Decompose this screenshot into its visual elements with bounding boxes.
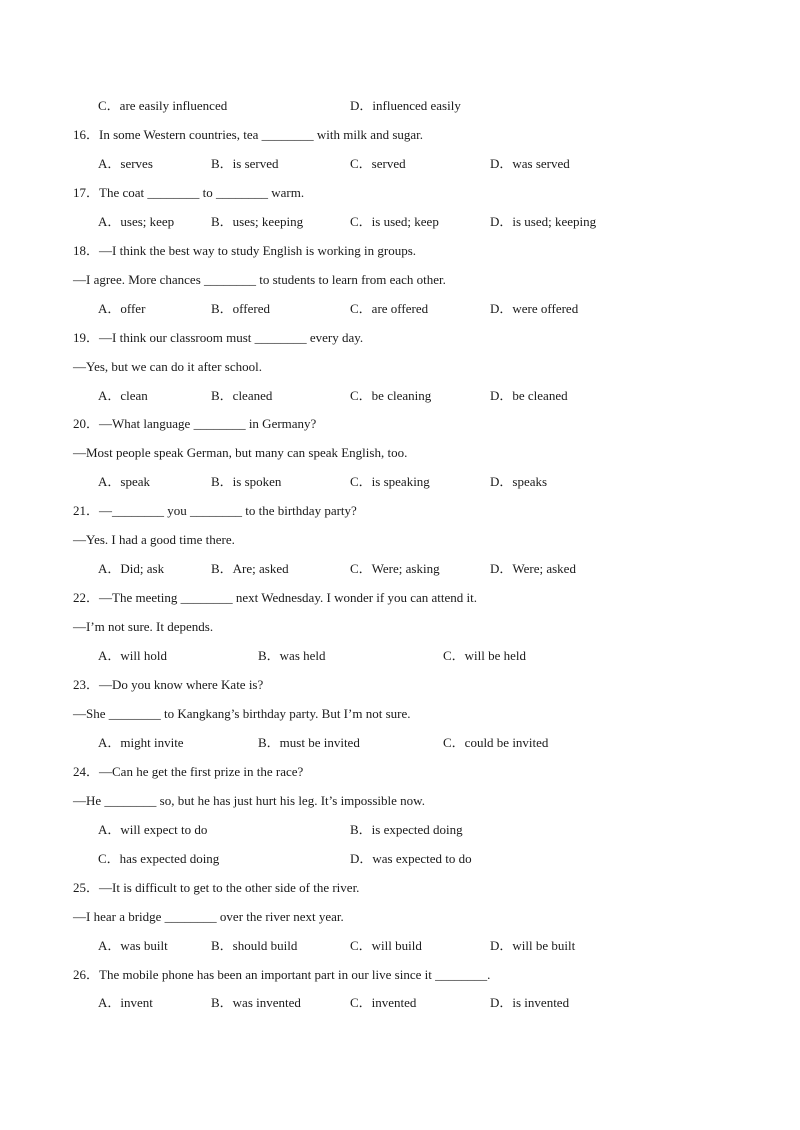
- question-line: [0, 966, 800, 984]
- answer-option: C．are offered: [350, 300, 429, 316]
- answer-option: C．be cleaning: [350, 387, 432, 403]
- answer-option: C．Were; asking: [350, 561, 440, 577]
- answer-option: A．will expect to do: [98, 821, 208, 837]
- answer-option: A．was built: [98, 937, 168, 953]
- options-row: [0, 97, 800, 115]
- answer-option: D．speaks: [490, 474, 548, 490]
- answer-option: C．could be invited: [443, 734, 549, 750]
- question-text: 17．The coat ________ to ________ warm.: [73, 184, 305, 200]
- options-row: [0, 213, 800, 231]
- answer-option: B．is served: [211, 155, 279, 171]
- answer-option: C．will be held: [443, 648, 527, 664]
- answer-option: B．cleaned: [211, 387, 273, 403]
- options-row: [0, 937, 800, 955]
- answer-option: D．will be built: [490, 937, 576, 953]
- question-line: [0, 242, 800, 260]
- question-text: —I’m not sure. It depends.: [73, 619, 214, 635]
- answer-option: A．invent: [98, 995, 153, 1011]
- question-text: —Yes. I had a good time there.: [73, 532, 235, 548]
- answer-option: D．be cleaned: [490, 387, 568, 403]
- answer-option: A．uses; keep: [98, 213, 175, 229]
- question-text: 21．—________ you ________ to the birthday party?: [73, 503, 357, 519]
- question-line: [0, 444, 800, 462]
- answer-option: A．clean: [98, 387, 148, 403]
- question-text: 20．—What language ________ in Germany?: [73, 416, 317, 432]
- question-line: [0, 329, 800, 347]
- question-text: 25．—It is difficult to get to the other side of the river.: [73, 879, 360, 895]
- question-line: [0, 126, 800, 144]
- options-row: [0, 300, 800, 318]
- answer-option: B．must be invited: [258, 734, 360, 750]
- answer-option: B．Are; asked: [211, 561, 289, 577]
- answer-option: D．were offered: [490, 300, 579, 316]
- question-line: [0, 184, 800, 202]
- answer-option: C．will build: [350, 937, 422, 953]
- answer-option: A．offer: [98, 300, 146, 316]
- question-text: 18．—I think the best way to study English is working in groups.: [73, 242, 417, 258]
- question-text: 19．—I think our classroom must ________ every day.: [73, 329, 364, 345]
- question-line: [0, 792, 800, 810]
- question-text: 22．—The meeting ________ next Wednesday. I wonder if you can attend it.: [73, 590, 478, 606]
- question-text: —She ________ to Kangkang’s birthday party. But I’m not sure.: [73, 705, 411, 721]
- question-text: 24．—Can he get the first prize in the race?: [73, 763, 304, 779]
- question-text: —I hear a bridge ________ over the river next year.: [73, 908, 344, 924]
- question-text: 23．—Do you know where Kate is?: [73, 677, 264, 692]
- answer-option: A．speak: [98, 474, 150, 490]
- answer-option: B．was held: [258, 648, 326, 664]
- answer-option: D．is invented: [490, 995, 570, 1011]
- question-text: —He ________ so, but he has just hurt his leg. It’s impossible now.: [73, 792, 425, 808]
- options-row: [0, 994, 800, 1012]
- question-text: —Most people speak German, but many can speak English, too.: [73, 445, 408, 461]
- question-line: [0, 531, 800, 549]
- answer-option: B．is expected doing: [350, 821, 463, 837]
- answer-option: C．is speaking: [350, 474, 430, 490]
- question-line: [0, 908, 800, 926]
- answer-option: B．uses; keeping: [211, 213, 304, 229]
- options-row: [0, 647, 800, 665]
- question-line: [0, 879, 800, 897]
- question-line: [0, 358, 800, 376]
- question-line: [0, 618, 800, 636]
- question-line: [0, 763, 800, 781]
- answer-option: A．serves: [98, 155, 153, 171]
- answer-option: A．might invite: [98, 734, 184, 750]
- answer-option: D．Were; asked: [490, 561, 576, 577]
- answer-option: B．was invented: [211, 995, 301, 1011]
- question-line: [0, 502, 800, 520]
- answer-option: C．has expected doing: [98, 850, 220, 866]
- answer-option: D．is used; keeping: [490, 213, 597, 229]
- question-line: [0, 676, 800, 694]
- answer-option: B．is spoken: [211, 474, 282, 490]
- question-line: [0, 705, 800, 723]
- options-row: [0, 821, 800, 839]
- answer-option: B．offered: [211, 300, 270, 316]
- question-text: —I agree. More chances ________ to students to learn from each other.: [73, 271, 446, 287]
- options-row: [0, 734, 800, 752]
- answer-option: C．is used; keep: [350, 213, 439, 229]
- options-row: [0, 473, 800, 491]
- question-line: [0, 415, 800, 433]
- answer-option: D．was served: [490, 155, 570, 171]
- options-row: [0, 155, 800, 173]
- answer-option: C．are easily influenced: [98, 98, 228, 113]
- question-line: [0, 271, 800, 289]
- question-text: 16．In some Western countries, tea ________ with milk and sugar.: [73, 126, 424, 142]
- question-text: 26．The mobile phone has been an important part in our live since it ________.: [73, 966, 491, 982]
- answer-option: B．should build: [211, 937, 298, 953]
- options-row: [0, 560, 800, 578]
- answer-option: D．influenced easily: [350, 98, 461, 113]
- answer-option: D．was expected to do: [350, 850, 472, 866]
- options-row: [0, 850, 800, 868]
- options-row: [0, 387, 800, 405]
- question-line: [0, 589, 800, 607]
- answer-option: C．invented: [350, 995, 417, 1011]
- answer-option: A．will hold: [98, 648, 167, 664]
- answer-option: C．served: [350, 155, 406, 171]
- answer-option: A．Did; ask: [98, 561, 165, 577]
- question-text: —Yes, but we can do it after school.: [73, 358, 262, 374]
